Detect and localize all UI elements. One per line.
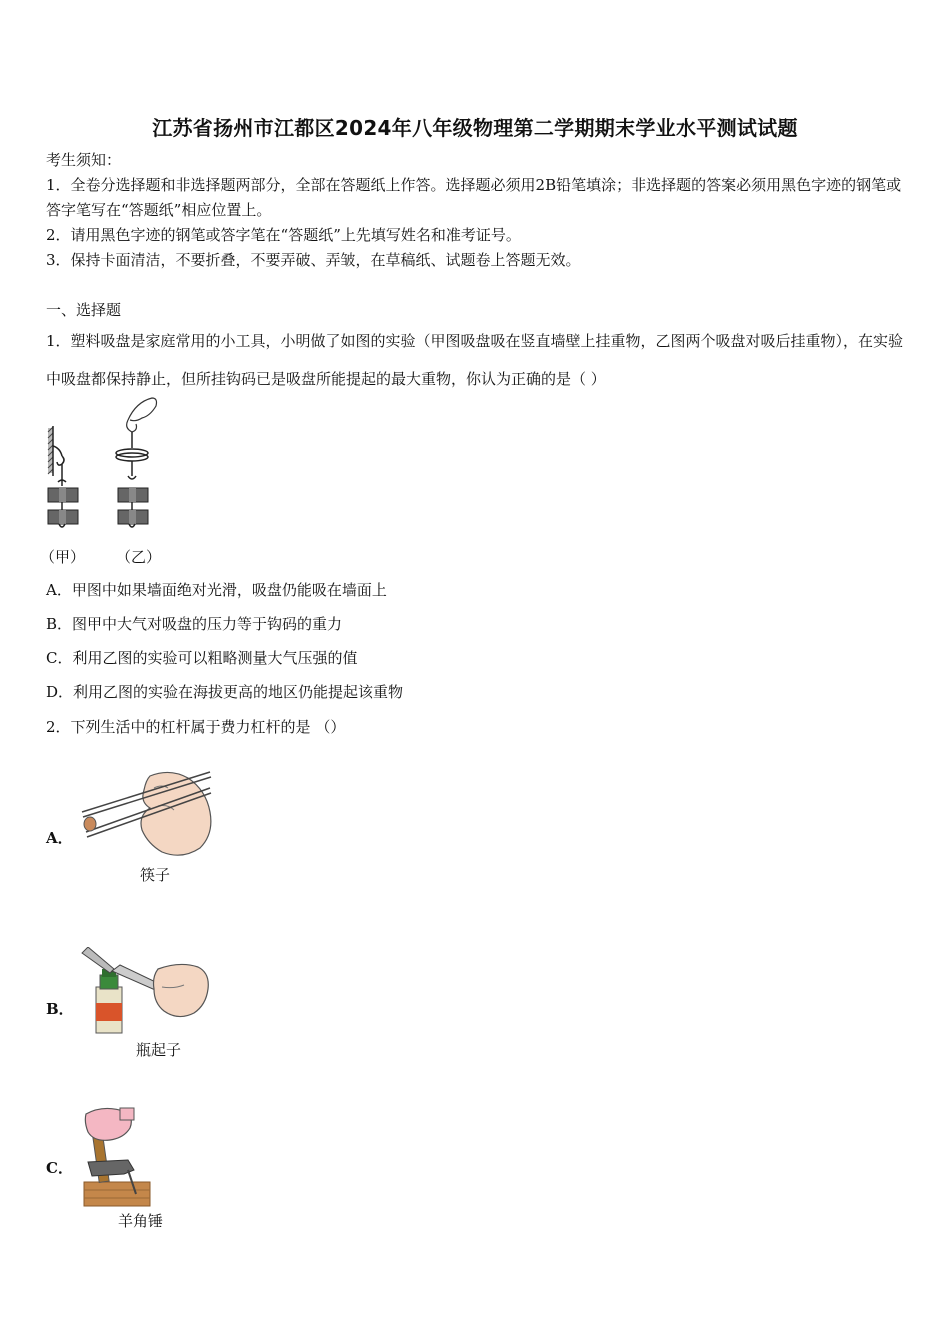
suction-cup-figure: [44, 396, 174, 541]
question-1-option-a[interactable]: A．甲图中如果墙面绝对光滑，吸盘仍能吸在墙面上: [46, 581, 387, 599]
question-2-option-a-caption: 筷子: [140, 866, 171, 884]
question-2-option-a-label[interactable]: A．: [46, 829, 73, 847]
question-1-option-c[interactable]: C．利用乙图的实验可以粗略测量大气压强的值: [46, 649, 358, 667]
notice-item-2: 2．请用黑色字迹的钢笔或答字笔在“答题纸”上先填写姓名和准考证号。: [46, 226, 521, 244]
question-2-option-b-label[interactable]: B．: [46, 1000, 74, 1018]
chopsticks-image[interactable]: [80, 766, 215, 858]
wall-suction-figure: [48, 426, 78, 527]
question-2-option-b-caption: 瓶起子: [136, 1041, 182, 1059]
question-1-option-b[interactable]: B．图甲中大气对吸盘的压力等于钩码的重力: [46, 615, 343, 633]
figure-label-yi: （乙）: [116, 548, 162, 566]
question-1-option-d[interactable]: D．利用乙图的实验在海拔更高的地区仍能提起该重物: [46, 683, 404, 701]
claw-hammer-image[interactable]: [80, 1104, 155, 1210]
question-2-option-c-caption: 羊角锤: [118, 1212, 164, 1230]
double-suction-figure: [116, 398, 157, 527]
question-2-option-c-label[interactable]: C．: [46, 1159, 73, 1177]
bottle-opener-image[interactable]: [80, 947, 210, 1035]
section-heading: 一、选择题: [46, 301, 122, 319]
question-1-stem: 1．塑料吸盘是家庭常用的小工具，小明做了如图的实验（甲图吸盘吸在竖直墙壁上挂重物，乙图两个吸盘对吸后挂重物），在实验中吸盘都保持静止，但所挂钩码已是吸盘所能提起的最大重物，你认为正确的是（ ）: [46, 332, 904, 388]
question-2-stem: 2．下列生活中的杠杆属于费力杠杆的是 （）: [46, 718, 346, 736]
figure-label-jia: （甲）: [40, 548, 86, 566]
notice-item-3: 3．保持卡面清洁，不要折叠，不要弄破、弄皱，在草稿纸、试题卷上答题无效。: [46, 251, 581, 269]
notice-heading: 考生须知：: [46, 151, 122, 169]
page-title: 江苏省扬州市江都区2024年八年级物理第二学期期末学业水平测试试题: [152, 116, 798, 140]
notice-item-1: 1．全卷分选择题和非选择题两部分，全部在答题纸上作答。选择题必须用2B铅笔填涂；非选择题的答案必须用黑色字迹的钢笔或答字笔写在“答题纸”相应位置上。: [46, 176, 902, 219]
